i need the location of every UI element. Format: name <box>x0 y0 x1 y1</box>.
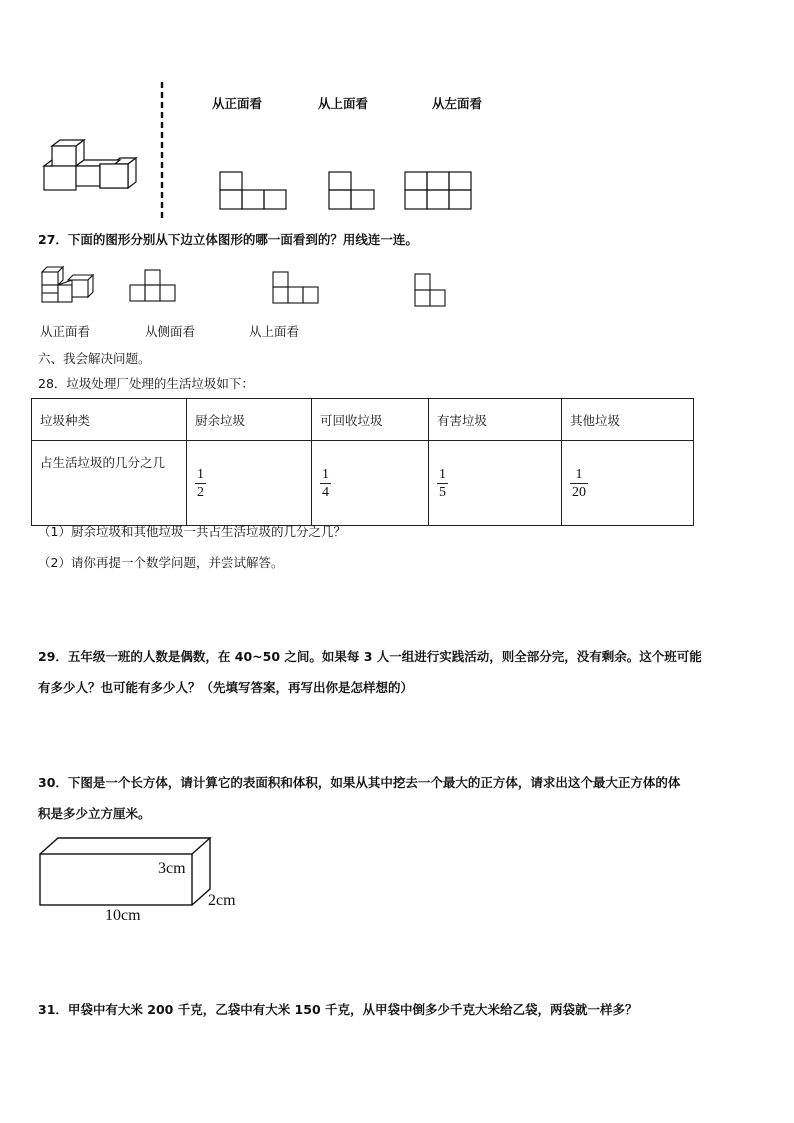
fraction-denominator: 4 <box>322 484 329 500</box>
fraction-numerator: 1 <box>575 466 583 482</box>
q26-solid-figure <box>40 138 145 198</box>
q28-sub2: （2）请你再提一个数学问题，并尝试解答。 <box>38 555 284 570</box>
view-label-top: 从上面看 <box>318 96 369 111</box>
fraction <box>195 466 206 501</box>
view-label-front: 从正面看 <box>212 96 263 111</box>
fraction <box>437 466 448 501</box>
q28-sub1: （1）厨余垃圾和其他垃圾一共占生活垃圾的几分之几？ <box>38 524 346 539</box>
table-row <box>32 441 694 526</box>
q27-view-b <box>273 272 321 304</box>
q27-label-top: 从上面看 <box>249 324 300 339</box>
fraction-denominator: 5 <box>439 484 446 500</box>
fraction-numerator: 1 <box>197 466 204 482</box>
header-other: 其他垃圾 <box>562 399 694 441</box>
header-recyclable: 可回收垃圾 <box>312 399 429 441</box>
left-view-grid <box>405 172 475 210</box>
header-category: 垃圾种类 <box>32 399 187 441</box>
q29-line1: 29．五年级一班的人数是偶数，在 40~50 之间。如果每 3 人一组进行实践活动，则全部分完，没有剩余。这个班可能 <box>38 649 702 664</box>
row-label: 占生活垃圾的几分之几 <box>32 441 187 526</box>
q27-label-side: 从侧面看 <box>145 324 196 339</box>
q31-text: 31．甲袋中有大米 200 千克，乙袋中有大米 150 千克，从甲袋中倒多少千克大米给乙袋，两袋就一样多？ <box>38 1002 638 1017</box>
fraction-cell <box>312 441 429 526</box>
view-label-left: 从左面看 <box>432 96 483 111</box>
fraction-cell <box>562 441 694 526</box>
fraction-cell <box>429 441 562 526</box>
q28-question: 28．垃圾处理厂处理的生活垃圾如下： <box>38 376 254 391</box>
q27-view-a <box>130 270 178 302</box>
fraction <box>320 466 331 501</box>
fraction-cell <box>187 441 312 526</box>
top-view-grid <box>329 172 377 210</box>
q27-label-front: 从正面看 <box>40 324 91 339</box>
q27-question: 27．下面的图形分别从下边立体图形的哪一面看到的？用线连一连。 <box>38 232 418 247</box>
q27-solid-figure <box>38 264 102 306</box>
table-header-row <box>32 399 694 441</box>
front-view-grid <box>220 172 288 210</box>
header-hazardous: 有害垃圾 <box>429 399 562 441</box>
fraction-denominator: 2 <box>197 484 204 500</box>
cuboid-figure <box>38 836 218 908</box>
q27-view-c <box>415 274 447 308</box>
q29-line2: 有多少人？也可能有多少人？（先填写答案，再写出你是怎样想的） <box>38 680 414 695</box>
dashed-divider <box>160 82 164 222</box>
dim-length: 10cm <box>105 907 141 924</box>
q30-line2: 积是多少立方厘米。 <box>38 806 151 821</box>
q30-line1: 30．下图是一个长方体，请计算它的表面积和体积，如果从其中挖去一个最大的正方体，请求出这个最大正方体的体 <box>38 775 681 790</box>
fraction-numerator: 1 <box>322 466 329 482</box>
fraction-numerator: 1 <box>439 466 446 482</box>
section-heading: 六、我会解决问题。 <box>38 351 151 366</box>
garbage-table <box>31 398 694 526</box>
dim-height: 3cm <box>158 860 186 877</box>
header-kitchen: 厨余垃圾 <box>187 399 312 441</box>
fraction <box>570 466 588 501</box>
dim-width: 2cm <box>208 892 236 909</box>
fraction-denominator: 20 <box>572 484 586 500</box>
